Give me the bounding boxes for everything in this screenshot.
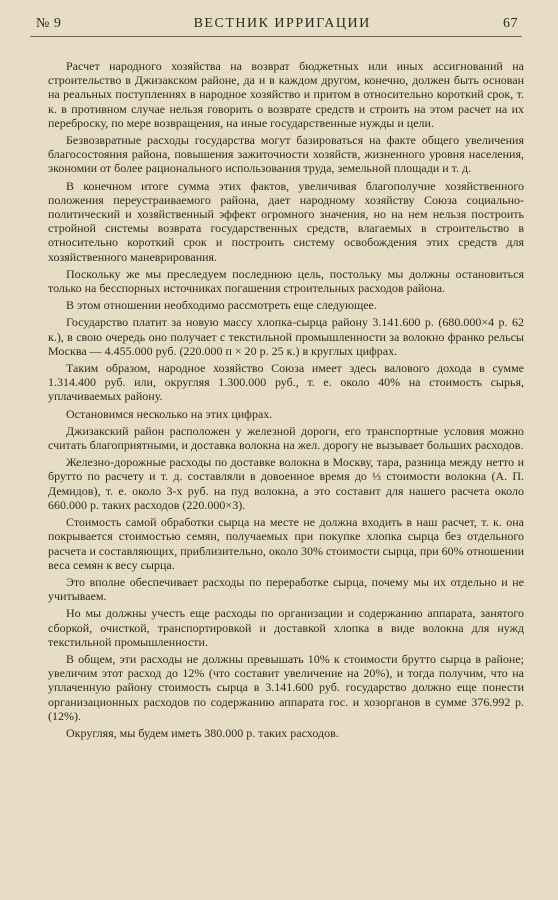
issue-number: № 9 xyxy=(36,16,62,31)
paragraph: Государство платит за новую массу хлопка-сырца району 3.141.600 р. (680.000×4 р. 62 к.), в свою очередь оно получает с текстильной промышленности за волокно франко рельсы Москва — 4.455.000 руб. (220.000 п × 20 р. 25 к.) в круглых цифрах. xyxy=(48,315,524,358)
paragraph: Поскольку же мы преследуем последнюю цель, постольку мы должны остановиться только на бесспорных источниках погашения строительных расходов района. xyxy=(48,266,524,296)
page-number: 67 xyxy=(502,16,518,31)
paragraph: Таким образом, народное хозяйство Союза имеет здесь валового дохода в сумме 1.314.400 руб. или, округляя 1.300.000 руб., т. е. около 40% на стоимость сырья, уплачиваемых району. xyxy=(48,361,524,404)
paragraph: Это вполне обеспечивает расходы по переработке сырца, почему мы их отдельно и не учитываем. xyxy=(48,574,524,604)
paragraph: Стоимость самой обработки сырца на месте не должна входить в наш расчет, т. к. она покрывается стоимостью семян, получаемых при покупке хлопка сырца без отдельного расчета и составляющих, приблизительно, около 30% стоимости сырца, при 60% отношении веса семян к весу сырца. xyxy=(48,515,524,572)
page-header xyxy=(30,16,522,37)
paragraph: Остановимся несколько на этих цифрах. xyxy=(66,406,273,421)
paragraph: Расчет народного хозяйства на возврат бюджетных или иных ассигнований на строительство в Джизакском районе, да и в каждом другом, конечно, должен быть основан на реальных поступлениях в народное хозяйство и притом в относительно короткий срок, т. к. в противном случае нельзя говорить о возврате средств и строить на этом расчет на их переброску, по мере возвращения, на иные государственные нужды и цели. xyxy=(48,59,524,130)
paragraph: В конечном итоге сумма этих фактов, увеличивая благополучие хозяйственного положения переустраиваемого района, дает народному хозяйству Союза социально-политический и хозяйственный эффект огромного значения, но на нем нельзя построить стройной системы возврата государственных средств, влагаемых в строительство в относительно короткий срок и построить систему освобождения этих средств для хозяйственного маневрирования. xyxy=(48,178,524,264)
paragraph: Но мы должны учесть еще расходы по организации и содержанию аппарата, занятого сборкой, очисткой, транспортировкой и доставкой хлопка в виде волокна для нужд текстильной промышленности. xyxy=(48,606,524,649)
paragraph: Джизакский район расположен у железной дороги, его транспортные условия можно считать благоприятными, и доставка волокна на жел. дорогу не вызывает больших расходов. xyxy=(48,423,524,453)
paragraph: Железно-дорожные расходы по доставке волокна в Москву, тара, разница между нетто и брутто по расчету и т. д. составляли в довоенное время до ⅓ стоимости волокна (А. П. Демидов), т. е. около 3-х руб. на пуд волокна, а это составит для нашего расчета около 660.000 р. таких расходов (220.000×3). xyxy=(48,455,524,512)
journal-title: ВЕСТНИК ИРРИГАЦИИ xyxy=(193,16,371,31)
paragraph: Округляя, мы будем иметь 380.000 р. таких расходов. xyxy=(66,725,339,740)
article-body xyxy=(48,59,524,740)
paragraph: В этом отношении необходимо рассмотреть еще следующее. xyxy=(66,298,377,313)
paragraph: Безвозвратные расходы государства могут базироваться на факте общего увеличения благосостояния района, повышения зажиточности хозяйств, жизненного уровня населения, экономии от более рационального использования труда, земельной площади и т. д. xyxy=(48,133,524,176)
paragraph: В общем, эти расходы не должны превышать 10% к стоимости брутто сырца в районе; увеличим этот расход до 12% (что составит увеличение на 20%), и тогда получим, что на уплаченную району стоимость сырца в 3.141.600 руб. государство должно еще понести организационных расходов по содержанию аппарата гос. и хозорганов в сумме 376.992 р. (12%). xyxy=(48,651,524,723)
